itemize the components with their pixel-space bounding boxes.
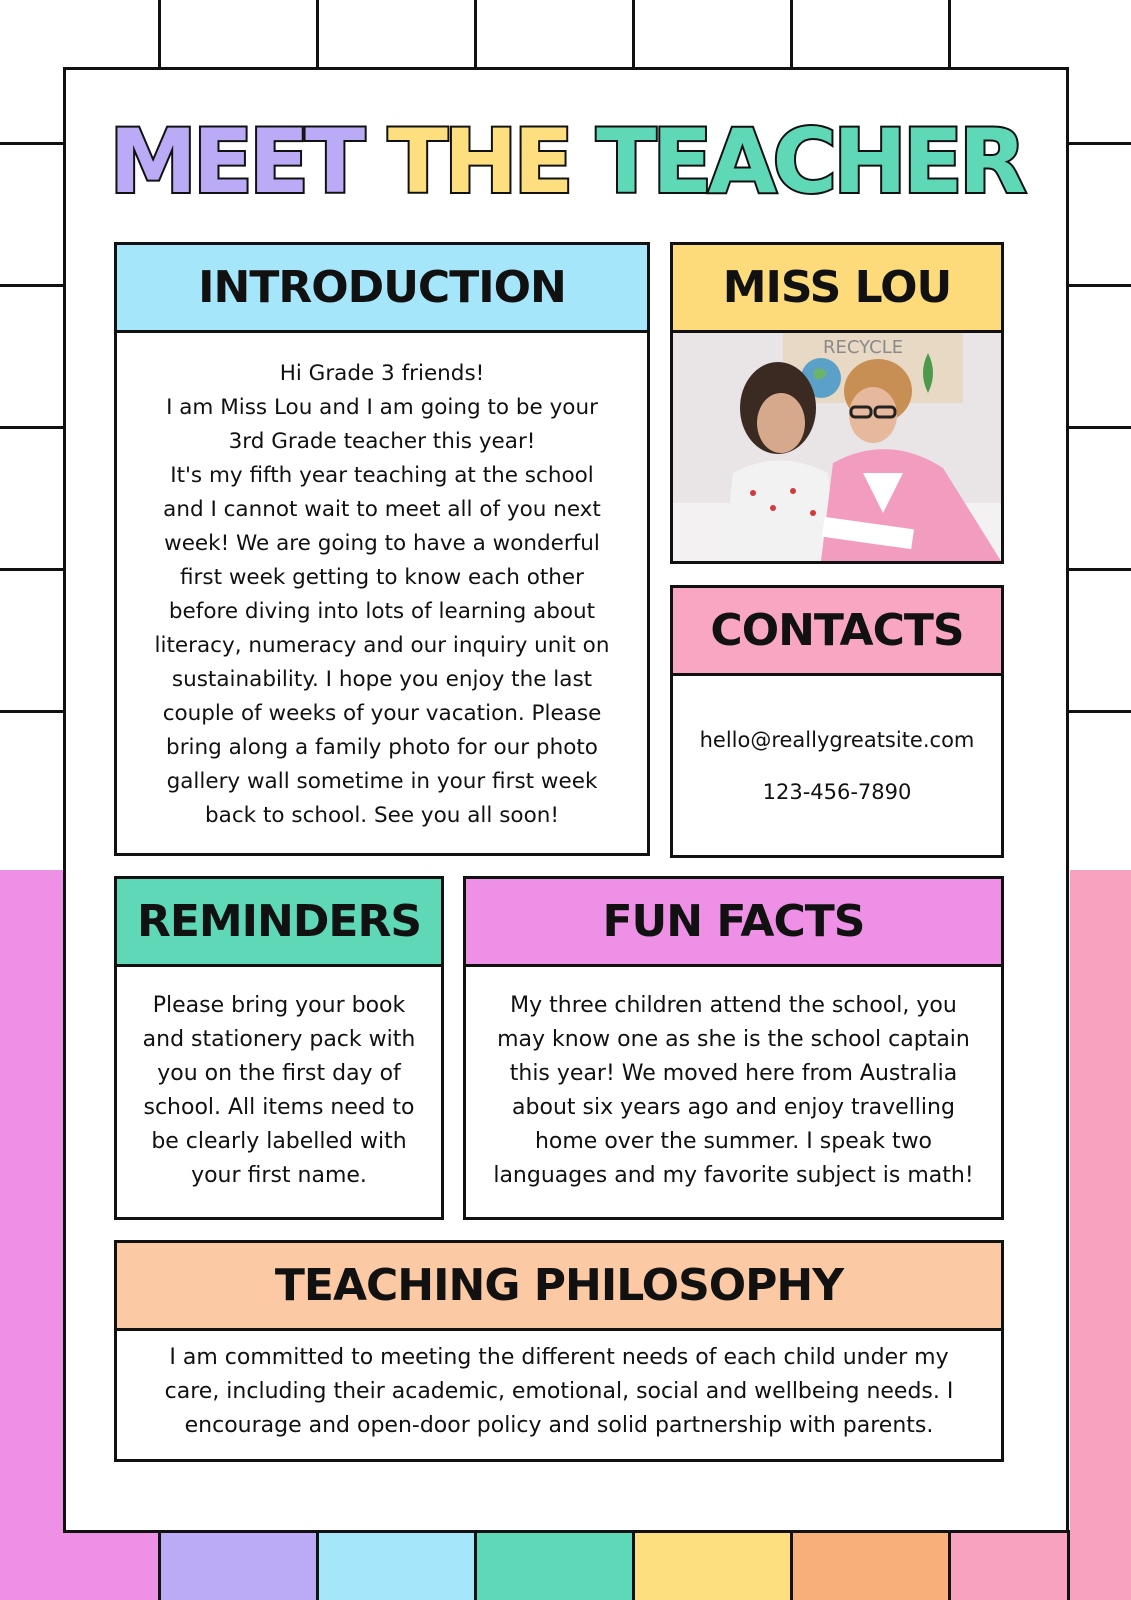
color-stripe [790,1530,948,1600]
teacher-name-heading: MISS LOU [673,245,1001,333]
grid-line [0,426,64,429]
teacher-section [670,242,1004,564]
text-line: and I cannot wait to meet all of you next [163,497,601,522]
grid-line [1068,142,1131,145]
teaching-philosophy-heading: TEACHING PHILOSOPHY [117,1243,1001,1331]
grid-line [0,284,64,287]
color-stripe [632,1530,790,1600]
text-line: sustainability. I hope you enjoy the last [171,667,593,692]
text-line: I am Miss Lou and I am going to be your [166,395,598,420]
text-line: about six years ago and enjoy travelling [512,1095,955,1120]
text-line: first week getting to know each other [179,565,585,590]
background-panel-right [1070,870,1131,1600]
title-word-teacher: TEACHER [596,110,1023,213]
text-line: Please bring your book [152,993,406,1018]
text-line: Hi Grade 3 friends! [279,361,485,386]
text-line: before diving into lots of learning about [168,599,596,624]
grid-line [158,0,161,75]
reminders-section [114,876,444,1220]
text-line: back to school. See you all soon! [205,803,559,828]
contact-phone[interactable]: 123-456-7890 [762,780,912,804]
grid-line [0,710,64,713]
grid-line [0,568,64,571]
reminders-body [117,967,441,1193]
grid-line [1068,710,1131,713]
grid-line [474,0,477,75]
reminders-heading: REMINDERS [117,879,441,967]
text-line: It's my fifth year teaching at the school [170,463,594,488]
fun-facts-body [466,967,1001,1193]
introduction-section [114,242,650,856]
color-stripe [316,1530,474,1600]
text-line: I am committed to meeting the different needs of each child under my [169,1345,949,1370]
page-title [66,110,1066,213]
text-line: bring along a family photo for our photo [166,735,598,760]
text-line: may know one as she is the school captain [497,1027,970,1052]
fun-facts-section [463,876,1004,1220]
teaching-philosophy-section [114,1240,1004,1462]
flyer-card [63,67,1069,1533]
contacts-section [670,585,1004,858]
text-line: be clearly labelled with [151,1129,407,1154]
text-line: home over the summer. I speak two [534,1129,933,1154]
fun-facts-heading: FUN FACTS [466,879,1001,967]
text-line: and stationery pack with [142,1027,416,1052]
contact-email[interactable]: hello@reallygreatsite.com [699,728,975,752]
text-line: 3rd Grade teacher this year! [228,429,536,454]
teacher-photo [673,333,1001,561]
text-line: encourage and open-door policy and solid partnership with parents. [184,1413,934,1438]
introduction-body [117,333,647,833]
text-line: languages and my favorite subject is math! [493,1163,974,1188]
text-line: school. All items need to [143,1095,415,1120]
grid-line [790,0,793,75]
grid-line [1068,568,1131,571]
text-line: literacy, numeracy and our inquiry unit on [154,633,610,658]
grid-line [1068,426,1131,429]
color-stripe [474,1530,632,1600]
contacts-body [673,676,1001,818]
text-line: care, including their academic, emotional, social and wellbeing needs. I [164,1379,954,1404]
text-line: gallery wall sometime in your first week [166,769,598,794]
contacts-heading: CONTACTS [673,588,1001,676]
photo-illustration [673,333,1001,561]
text-line: couple of weeks of your vacation. Please [162,701,602,726]
text-line: week! We are going to have a wonderful [164,531,600,556]
grid-line [1068,284,1131,287]
photo-sign-text: RECYCLE [823,337,904,358]
color-stripe [158,1530,316,1600]
text-line: your first name. [191,1163,367,1188]
title-word-meet: MEET [109,110,362,213]
grid-line [316,0,319,75]
introduction-heading: INTRODUCTION [117,245,647,333]
color-stripe [948,1530,1070,1600]
title-word-the: THE [387,110,570,213]
teaching-philosophy-body [117,1331,1001,1443]
text-line: this year! We moved here from Australia [509,1061,958,1086]
text-line: you on the first day of [157,1061,401,1086]
text-line: My three children attend the school, you [510,993,957,1018]
grid-line [0,142,64,145]
grid-line [632,0,635,75]
grid-line [948,0,951,75]
